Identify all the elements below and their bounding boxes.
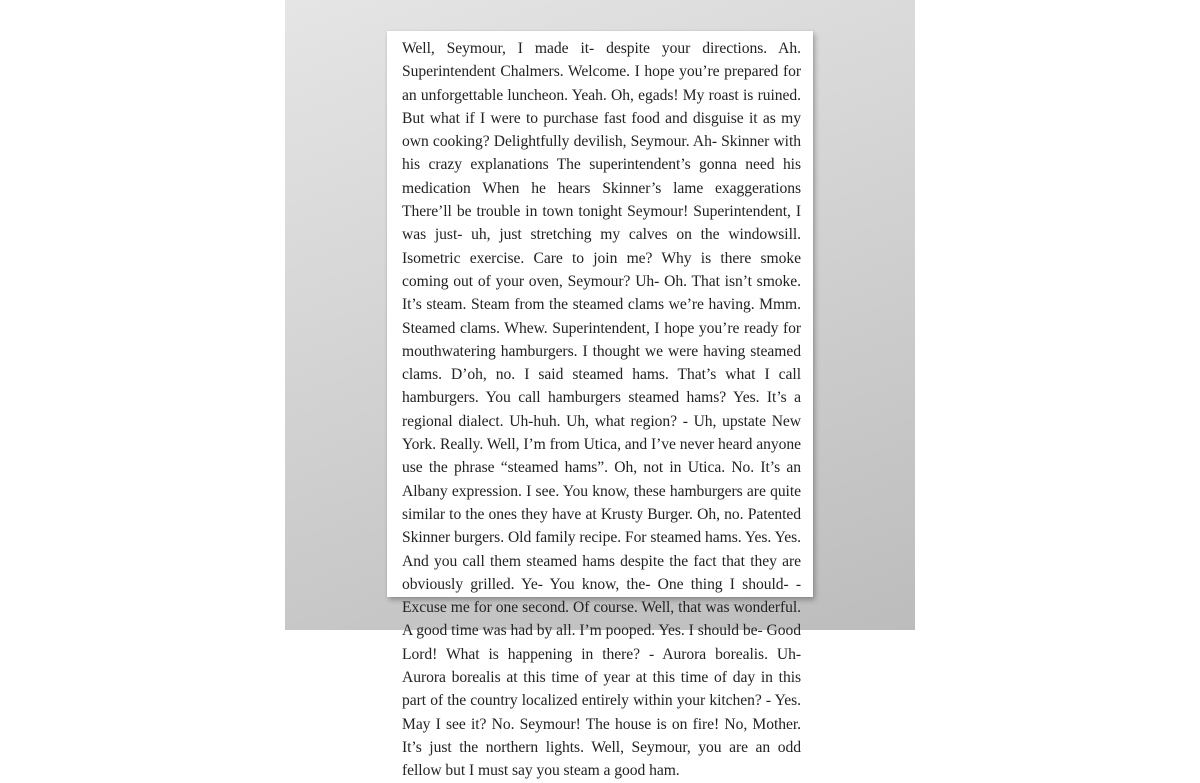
poster-print bbox=[387, 31, 813, 780]
poster-script-text: Well, Seymour, I made it- despite your directions. Ah. Superintendent Chalmers. Welcome. I hope you’re prepared for an unforgettable luncheon. Yeah. Oh, egads! My roast is ruined. But what if I were to purchase fast food and disguise it as my own cooking? Delightfully devilish, Seymour. Ah- Skinner with his crazy explanations The superintendent’s gonna need his medication When he hears Skinner’s lame exaggerations There’ll be trouble in town tonight Seymour! Superintendent, I was just- uh, just stretching my calves on the windowsill. Isometric exercise. Care to join me? Why is there smoke coming out of your oven, Seymour? Uh- Oh. That isn’t smoke. It’s steam. Steam from the steamed clams we’re having. Mmm. Steamed clams. Whew. Superintendent, I hope you’re ready for mouthwatering hamburgers. I thought we were having steamed clams. D’oh, no. I said steamed hams. That’s what I call hamburgers. You call hamburgers steamed hams? Yes. It’s a regional dialect. Uh-huh. Uh, what region? - Uh, upstate New York. Really. Well, I’m from Utica, and I’ve never heard anyone use the phrase “steamed hams”. Oh, not in Utica. No. It’s an Albany expression. I see. You know, these hamburgers are quite similar to the ones they have at Krusty Burger. Oh, no. Patented Skinner burgers. Old family recipe. For steamed hams. Yes. Yes. And you call them steamed hams despite the fact that they are obviously grilled. Ye- You know, the- One thing I should- - Excuse me for one second. Of course. Well, that was wonderful. A good time was had by all. I’m pooped. Yes. I should be- Good Lord! What is happening in there? - Aurora borealis. Uh- Aurora borealis at this time of year at this time of day in this part of the country localized entirely within your kitchen? - Yes. May I see it? No. Seymour! The house is on fire! No, Mother. It’s just the northern lights. Well, Seymour, you are an odd fellow but I must say you steam a good ham. bbox=[402, 40, 801, 780]
